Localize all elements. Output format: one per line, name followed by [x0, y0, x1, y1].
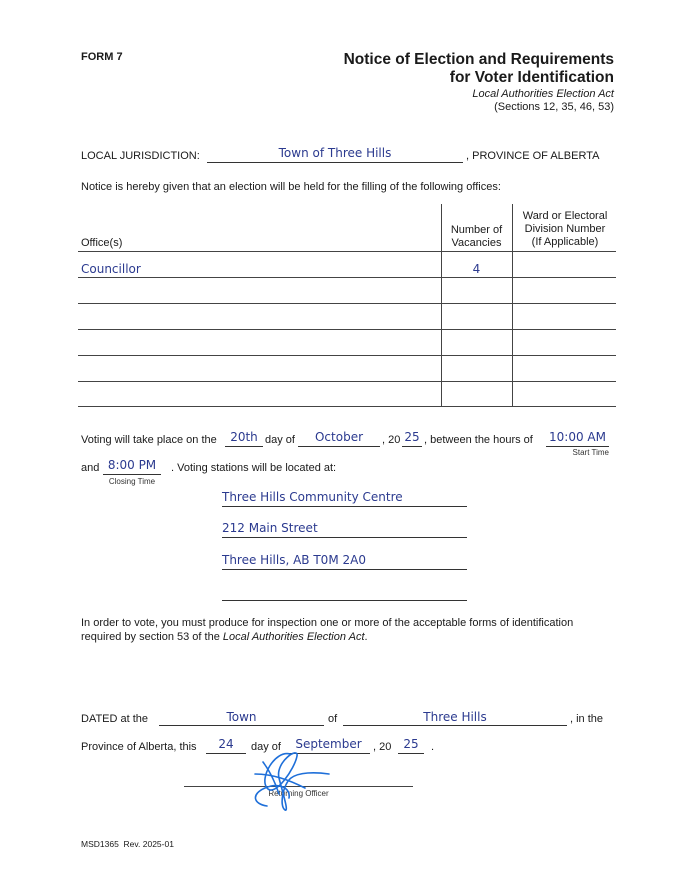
header-ward: Ward or Electoral Division Number (If Applicable) [522, 210, 608, 248]
voting-year-field[interactable]: 25 [402, 430, 422, 447]
row-4-office[interactable] [81, 339, 439, 353]
header-offices: Office(s) [81, 237, 123, 249]
page-title [344, 51, 614, 87]
province-label: , PROVINCE OF ALBERTA [466, 150, 600, 162]
table-row-rule [78, 277, 616, 278]
jurisdiction-field[interactable]: Town of Three Hills [207, 146, 463, 163]
dated-text-2: of [328, 713, 338, 725]
municipality-type-field[interactable]: Town [159, 710, 324, 726]
id-requirement-line-2: required by section 53 of the Local Authorities Election Act. [81, 631, 368, 643]
start-time-field[interactable]: 10:00 AM [546, 430, 609, 447]
table-bottom-rule [78, 406, 616, 407]
table-divider-2 [512, 204, 513, 407]
location-line-2[interactable]: 212 Main Street [222, 521, 467, 538]
table-header-rule [78, 251, 616, 252]
notice-text: Notice is hereby given that an election will be held for the filling of the following offices: [81, 181, 501, 193]
closing-time-field[interactable]: 8:00 PM [103, 458, 161, 475]
dated-text-4: Province of Alberta, this [81, 741, 197, 753]
sections-reference: (Sections 12, 35, 46, 53) [494, 101, 614, 113]
title-line-1: Notice of Election and Requirements [343, 51, 614, 68]
start-time-caption: Start Time [572, 448, 609, 457]
act-name: Local Authorities Election Act [472, 88, 614, 100]
row-3-office[interactable] [81, 313, 439, 327]
row-1-vacancies[interactable]: 4 [472, 262, 481, 276]
location-line-1[interactable]: Three Hills Community Centre [222, 490, 467, 507]
table-divider-1 [441, 204, 442, 407]
dated-day-field[interactable]: 24 [206, 737, 246, 754]
municipality-name-field[interactable]: Three Hills [343, 710, 567, 726]
location-line-4[interactable] [222, 584, 467, 601]
dated-text-5: day of [251, 741, 281, 753]
voting-text-1: Voting will take place on the [81, 434, 217, 446]
form-code: MSD1365 Rev. 2025-01 [81, 839, 174, 849]
row-5-office[interactable] [81, 365, 439, 379]
header-vacancies: Number of Vacancies [450, 224, 503, 249]
id-requirement-line-1: In order to vote, you must produce for inspection one or more of the acceptable forms of identification [81, 617, 574, 629]
closing-time-caption: Closing Time [108, 477, 156, 486]
dated-text-3: , in the [570, 713, 604, 725]
jurisdiction-label: LOCAL JURISDICTION: [81, 150, 200, 162]
table-row-rule [78, 329, 616, 330]
dated-year-field[interactable]: 25 [398, 737, 424, 754]
table-row-rule [78, 355, 616, 356]
table-row-rule [78, 303, 616, 304]
voting-month-field[interactable]: October [298, 430, 380, 447]
voting-text-3: , 20 [382, 434, 401, 446]
dated-text-1: DATED at the [81, 713, 149, 725]
voting-text-2: day of [265, 434, 295, 446]
voting-text-4: , between the hours of [424, 434, 533, 446]
voting-text-5: and [81, 462, 100, 474]
row-6-office[interactable] [81, 390, 439, 404]
location-line-3[interactable]: Three Hills, AB T0M 2A0 [222, 553, 467, 570]
title-line-2: for Voter Identification [449, 69, 614, 86]
table-row-rule [78, 381, 616, 382]
dated-month-field[interactable]: September [287, 737, 370, 754]
form-number: FORM 7 [81, 51, 123, 63]
dated-text-7: . [431, 741, 435, 753]
signature-scribble-icon [245, 748, 335, 816]
voting-text-6: . Voting stations will be located at: [171, 462, 337, 474]
dated-text-6: , 20 [373, 741, 392, 753]
signature-caption: Returning Officer [268, 789, 329, 798]
row-1-office[interactable]: Councillor [81, 262, 141, 276]
act-reference: Local Authorities Election Act [222, 631, 365, 643]
row-2-office[interactable] [81, 287, 439, 301]
voting-day-field[interactable]: 20th [225, 430, 263, 447]
